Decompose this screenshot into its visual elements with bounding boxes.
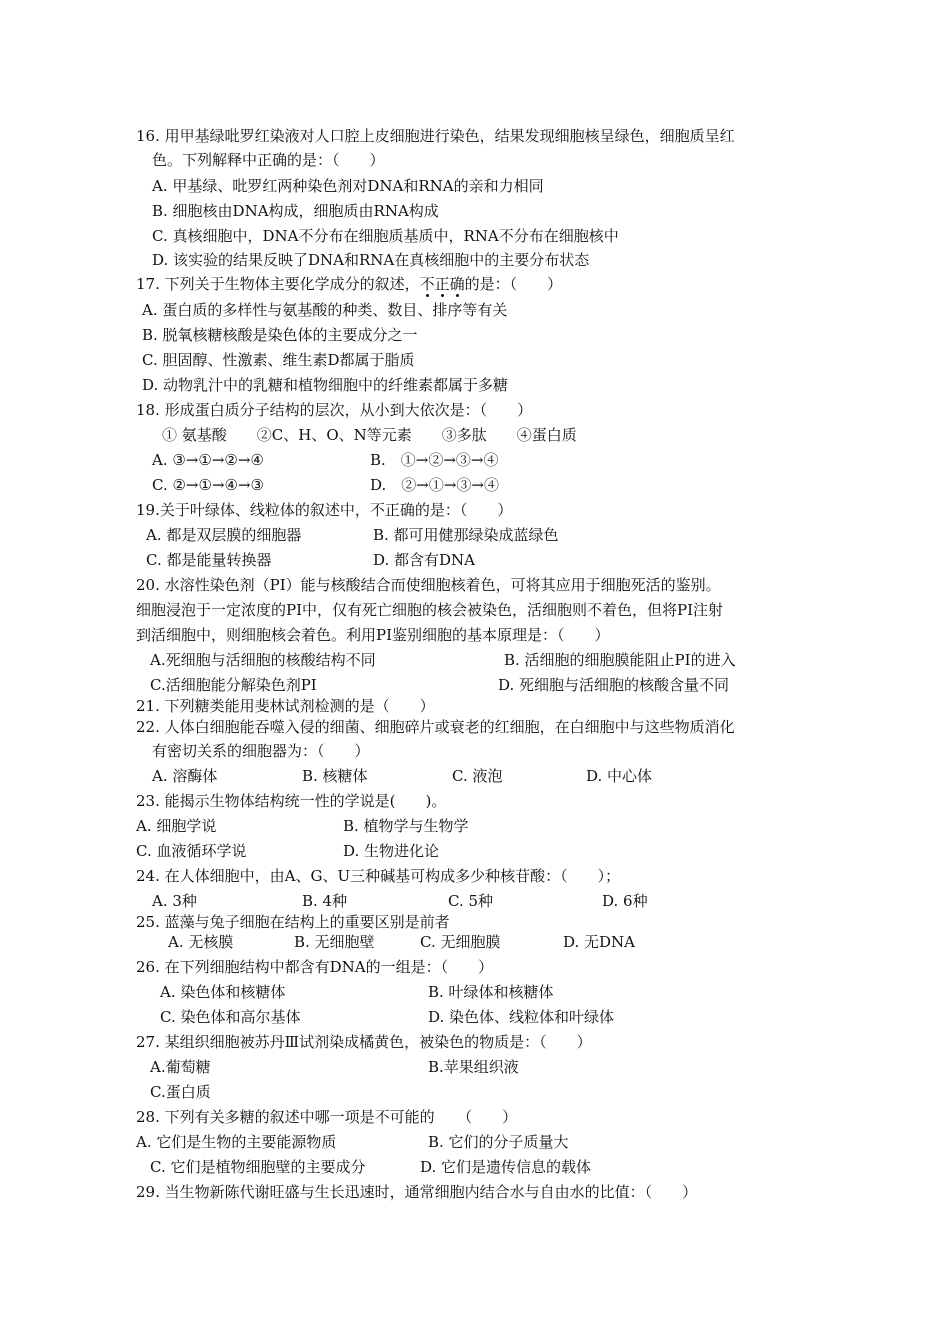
question-25-option-a: A. 无核膜 — [168, 933, 234, 951]
question-27-option-b: B.苹果组织液 — [428, 1058, 519, 1076]
question-18-items: ① 氨基酸 ②C、H、O、N等元素 ③多肽 ④蛋白质 — [162, 426, 577, 444]
question-20-option-a: A.死细胞与活细胞的核酸结构不同 — [150, 651, 376, 669]
question-24-option-b: B. 4种 — [302, 892, 348, 910]
question-22-stem: 22. 人体白细胞能吞噬入侵的细菌、细胞碎片或衰老的红细胞，在白细胞中与这些物质消化 — [136, 718, 735, 736]
question-20-stem-cont: 细胞浸泡于一定浓度的PI中，仅有死亡细胞的核会被染色，活细胞则不着色，但将PI注射 — [136, 601, 724, 619]
question-19-option-a: A. 都是双层膜的细胞器 — [146, 526, 302, 544]
question-24-stem: 24. 在人体细胞中，由A、G、U三种碱基可构成多少种核苷酸：（ ）； — [136, 867, 621, 885]
question-29-stem: 29. 当生物新陈代谢旺盛与生长迅速时，通常细胞内结合水与自由水的比值：（ ） — [136, 1183, 698, 1201]
question-16-stem-cont: 色。下列解释中正确的是：（ ） — [152, 151, 385, 169]
question-25-stem: 25. 蓝藻与兔子细胞在结构上的重要区别是前者 — [136, 913, 450, 931]
question-24-option-c: C. 5种 — [448, 892, 494, 910]
question-16-option-c: C. 真核细胞中，DNA不分布在细胞质基质中，RNA不分布在细胞核中 — [152, 227, 619, 245]
question-27-option-c: C.蛋白质 — [150, 1083, 211, 1101]
question-26-option-d: D. 染色体、线粒体和叶绿体 — [428, 1008, 615, 1026]
question-28-option-a: A. 它们是生物的主要能源物质 — [136, 1133, 337, 1151]
question-17-option-c: C. 胆固醇、性激素、维生素D都属于脂质 — [142, 351, 415, 369]
question-20-option-b: B. 活细胞的细胞膜能阻止PI的进入 — [504, 651, 736, 669]
question-17-stem — [136, 272, 562, 297]
question-21-stem: 21. 下列糖类能用斐林试剂检测的是（ ） — [136, 697, 435, 715]
question-22-option-b: B. 核糖体 — [302, 767, 368, 785]
question-28-option-b: B. 它们的分子质量大 — [428, 1133, 569, 1151]
question-18-option-c: C. ②→①→④→③ — [152, 476, 264, 494]
question-26-option-a: A. 染色体和核糖体 — [160, 983, 286, 1001]
question-16-stem: 16. 用甲基绿吡罗红染液对人口腔上皮细胞进行染色，结果发现细胞核呈绿色，细胞质呈红 — [136, 127, 735, 145]
emphasis-char: 确 — [449, 275, 465, 293]
question-18-stem: 18. 形成蛋白质分子结构的层次，从小到大依次是：（ ） — [136, 401, 533, 419]
question-17-stem-end: 的是：（ ） — [464, 275, 563, 293]
question-16-option-a: A. 甲基绿、吡罗红两种染色剂对DNA和RNA的亲和力相同 — [152, 177, 544, 195]
question-19-option-d: D. 都含有DNA — [373, 551, 476, 569]
question-24-option-d: D. 6种 — [602, 892, 648, 910]
question-27-stem: 27. 某组织细胞被苏丹Ⅲ试剂染成橘黄色，被染色的物质是：（ ） — [136, 1033, 592, 1051]
question-23-option-d: D. 生物进化论 — [343, 842, 440, 860]
question-16-option-d: D. 该实验的结果反映了DNA和RNA在真核细胞中的主要分布状态 — [152, 251, 590, 269]
question-19-option-c: C. 都是能量转换器 — [146, 551, 272, 569]
question-26-option-b: B. 叶绿体和核糖体 — [428, 983, 554, 1001]
question-28-option-d: D. 它们是遗传信息的载体 — [420, 1158, 592, 1176]
emphasis-char: 不 — [419, 275, 435, 293]
question-25-option-b: B. 无细胞壁 — [294, 933, 375, 951]
question-22-option-d: D. 中心体 — [586, 767, 653, 785]
question-27-option-a: A.葡萄糖 — [150, 1058, 211, 1076]
question-18-option-d: D. ②→①→③→④ — [370, 476, 499, 494]
question-16-option-b: B. 细胞核由DNA构成，细胞质由RNA构成 — [152, 202, 439, 220]
question-28-option-c: C. 它们是植物细胞壁的主要成分 — [150, 1158, 366, 1176]
question-24-option-a: A. 3种 — [152, 892, 197, 910]
question-20-stem-cont2: 到活细胞中，则细胞核会着色。利用PI鉴别细胞的基本原理是：（ ） — [136, 626, 610, 644]
question-23-option-c: C. 血液循环学说 — [136, 842, 247, 860]
emphasis-char: 正 — [434, 275, 450, 293]
question-20-stem: 20. 水溶性染色剂（PI）能与核酸结合而使细胞核着色，可将其应用于细胞死活的鉴别。 — [136, 576, 721, 594]
question-20-option-c: C.活细胞能分解染色剂PI — [150, 676, 317, 694]
question-17-option-d: D. 动物乳汁中的乳糖和植物细胞中的纤维素都属于多糖 — [142, 376, 509, 394]
question-19-option-b: B. 都可用健那绿染成蓝绿色 — [373, 526, 559, 544]
question-17-stem-text: 17. 下列关于生物体主要化学成分的叙述， — [136, 275, 420, 293]
question-22-option-a: A. 溶酶体 — [152, 767, 218, 785]
question-20-option-d: D. 死细胞与活细胞的核酸含量不同 — [498, 676, 730, 694]
question-26-stem: 26. 在下列细胞结构中都含有DNA的一组是：（ ） — [136, 958, 494, 976]
question-17-option-a: A. 蛋白质的多样性与氨基酸的种类、数目、排序等有关 — [142, 301, 508, 319]
question-23-option-b: B. 植物学与生物学 — [343, 817, 469, 835]
question-19-stem: 19.关于叶绿体、线粒体的叙述中，不正确的是：（ ） — [136, 501, 513, 519]
question-18-option-b: B. ①→②→③→④ — [370, 451, 499, 469]
question-28-stem: 28. 下列有关多糖的叙述中哪一项是不可能的 （ ） — [136, 1108, 518, 1126]
question-23-option-a: A. 细胞学说 — [136, 817, 217, 835]
question-25-option-d: D. 无DNA — [563, 933, 636, 951]
question-26-option-c: C. 染色体和高尔基体 — [160, 1008, 301, 1026]
question-22-stem-cont: 有密切关系的细胞器为：（ ） — [152, 742, 370, 760]
question-18-option-a: A. ③→①→②→④ — [152, 451, 264, 469]
question-17-option-b: B. 脱氧核糖核酸是染色体的主要成分之一 — [142, 326, 418, 344]
question-23-stem: 23. 能揭示生物体结构统一性的学说是( )。 — [136, 792, 447, 810]
question-25-option-c: C. 无细胞膜 — [420, 933, 501, 951]
question-22-option-c: C. 液泡 — [452, 767, 503, 785]
